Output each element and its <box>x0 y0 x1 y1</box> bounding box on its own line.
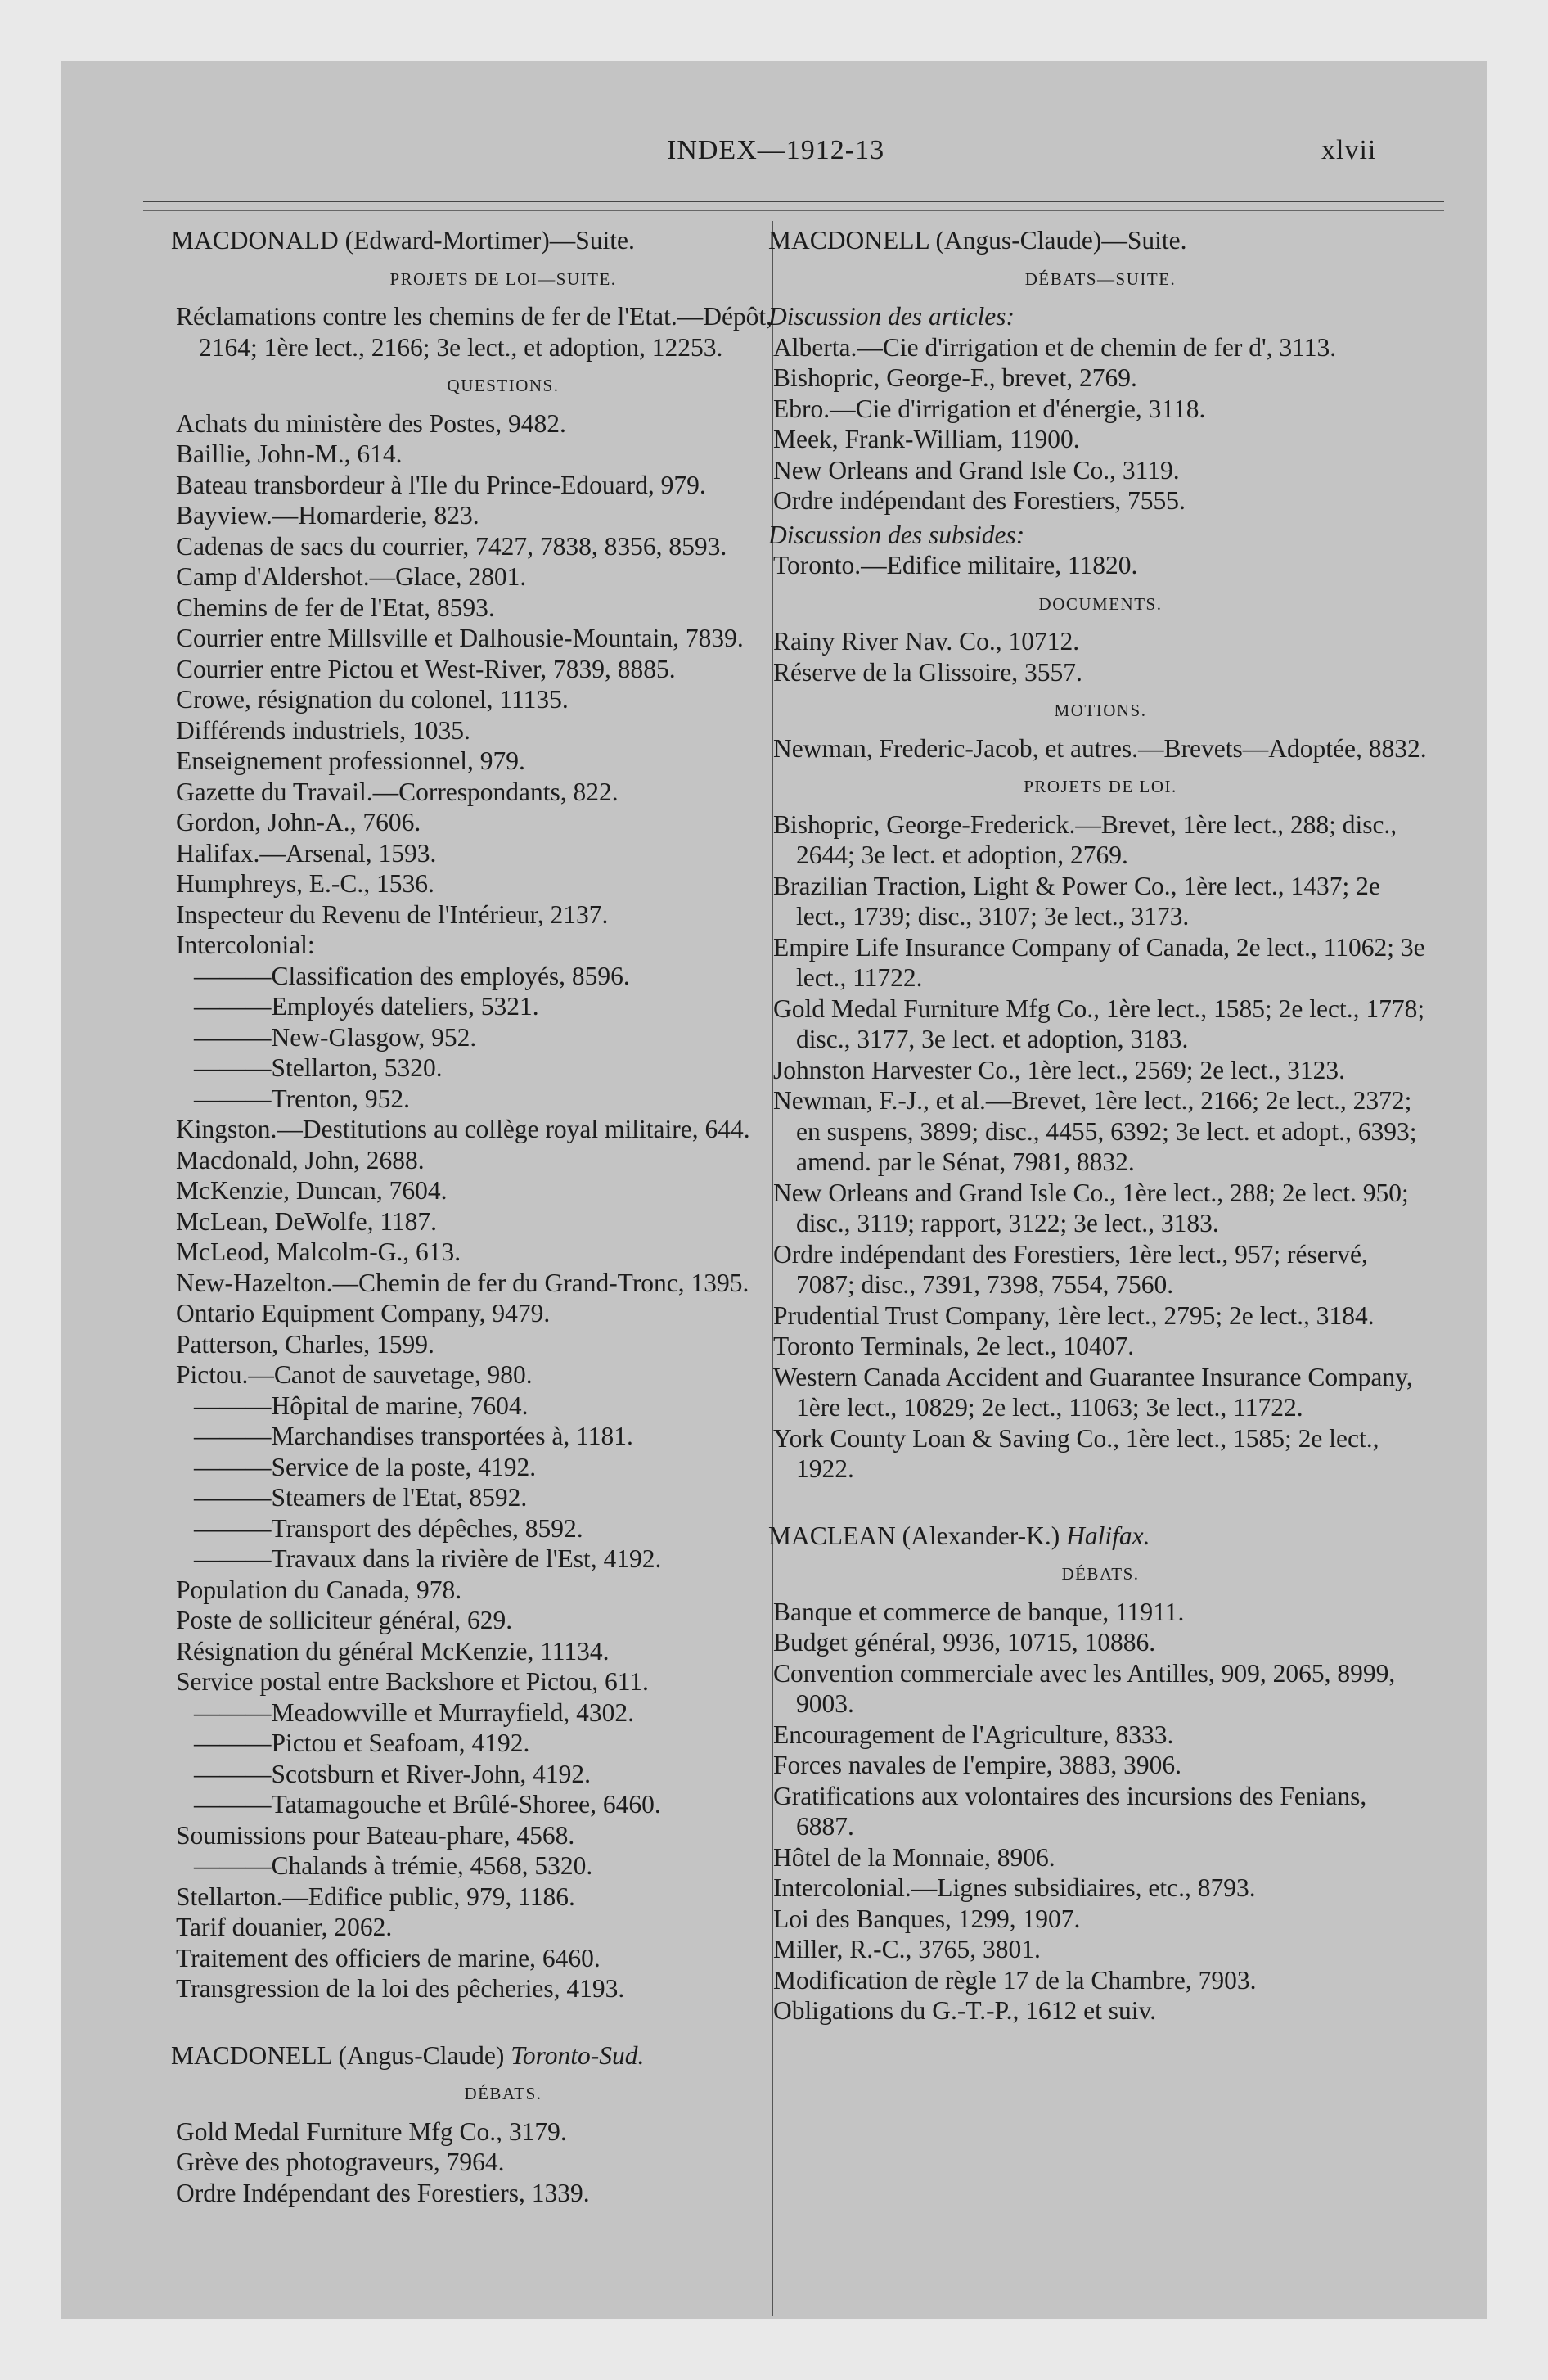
section-label: DÉBATS. <box>464 2084 542 2103</box>
index-entry: ———Hôpital de marine, 7604. <box>194 1391 529 1420</box>
index-entry: Meek, Frank-William, 11900. <box>773 425 1080 453</box>
index-entry: Grève des photograveurs, 7964. <box>176 2148 505 2176</box>
entry-list <box>773 550 1428 581</box>
index-entry: ———Trenton, 952. <box>194 1084 410 1113</box>
index-entry: Modification de règle 17 de la Chambre, 7903. <box>773 1965 1257 1995</box>
index-entry: Service postal entre Backshore et Pictou, 611. <box>176 1667 649 1696</box>
section-label: DÉBATS—SUITE. <box>1024 268 1177 289</box>
index-entry: Différends industriels, 1035. <box>176 715 470 745</box>
index-entry: Stellarton.—Edifice public, 979, 1186. <box>176 1882 575 1911</box>
index-entry: Poste de solliciteur général, 629. <box>176 1606 513 1634</box>
index-entry: Crowe, résignation du colonel, 11135. <box>176 685 569 714</box>
index-entry: Enseignement professionnel, 979. <box>176 746 525 775</box>
index-entry: Résignation du général McKenzie, 11134. <box>176 1636 610 1666</box>
index-entry: Toronto.—Edifice militaire, 11820. <box>773 551 1138 579</box>
index-entry: ———Employés dateliers, 5321. <box>194 992 539 1021</box>
subsection-label: Discussion des subsides: <box>768 520 1025 549</box>
index-entry: ———Steamers de l'Etat, 8592. <box>194 1483 528 1512</box>
section-label: PROJETS DE LOI. <box>1024 777 1177 796</box>
index-entry: Achats du ministère des Postes, 9482. <box>176 408 566 438</box>
index-entry: ———Scotsburn et River-John, 4192. <box>194 1759 591 1788</box>
index-entry: Inspecteur du Revenu de l'Intérieur, 2137. <box>176 899 609 929</box>
index-entry: ———Marchandises transportées à, 1181. <box>194 1422 633 1450</box>
section-label: DOCUMENTS. <box>1038 593 1163 614</box>
heading-text: MACDONELL (Angus-Claude) <box>171 2040 505 2070</box>
section-label: PROJETS DE LOI—SUITE. <box>389 268 617 289</box>
index-entry: Budget général, 9936, 10715, 10886. <box>773 1628 1156 1657</box>
index-entry: Gold Medal Furniture Mfg Co., 1ère lect., 1585; 2e lect., 1778; disc., 3177, 3e lect. et adoption, 3183. <box>773 994 1425 1053</box>
index-entry: Banque et commerce de banque, 11911. <box>773 1597 1185 1626</box>
entry-list <box>176 2116 830 2209</box>
index-entry: Réserve de la Glissoire, 3557. <box>773 657 1082 687</box>
index-entry: Transgression de la loi des pêcheries, 4193. <box>176 1974 625 2003</box>
index-entry: Newman, Frederic-Jacob, et autres.—Brevets—Adoptée, 8832. <box>773 733 1427 763</box>
entry-list <box>176 301 830 363</box>
index-entry: Patterson, Charles, 1599. <box>176 1329 434 1359</box>
index-entry: Ordre indépendant des Forestiers, 7555. <box>773 486 1186 515</box>
heading-text: MACLEAN (Alexander-K.) <box>768 1521 1060 1550</box>
index-entry: ———Service de la poste, 4192. <box>194 1452 537 1481</box>
index-entry: Camp d'Aldershot.—Glace, 2801. <box>176 562 527 591</box>
index-entry: ———Transport des dépêches, 8592. <box>194 1513 583 1543</box>
index-entry: ———Travaux dans la rivière de l'Est, 4192. <box>194 1544 662 1573</box>
header-rule-top <box>143 201 1444 202</box>
index-entry: Traitement des officiers de marine, 6460. <box>176 1943 601 1972</box>
index-entry: Bateau transbordeur à l'Ile du Prince-Edouard, 979. <box>176 470 706 499</box>
index-entry: Intercolonial: <box>176 931 315 959</box>
subsection-label: Discussion des articles: <box>768 302 1015 331</box>
section-label: MOTIONS. <box>1054 701 1147 720</box>
index-entry: ———Classification des employés, 8596. <box>194 961 630 990</box>
index-entry: McLean, DeWolfe, 1187. <box>176 1206 438 1236</box>
index-entry: McLeod, Malcolm-G., 613. <box>176 1237 461 1266</box>
entry-list <box>773 809 1428 1485</box>
entry-list <box>773 1597 1428 2026</box>
heading-place: Halifax. <box>1066 1521 1150 1550</box>
index-entry: Courrier entre Millsville et Dalhousie-Mountain, 7839. <box>176 624 744 652</box>
index-entry: New Orleans and Grand Isle Co., 3119. <box>773 455 1180 485</box>
heading-place: Toronto-Sud. <box>511 2040 645 2070</box>
index-entry: Ontario Equipment Company, 9479. <box>176 1299 551 1327</box>
index-entry: Ebro.—Cie d'irrigation et d'énergie, 3118. <box>773 394 1206 423</box>
index-entry: McKenzie, Duncan, 7604. <box>176 1176 448 1205</box>
index-entry: ———Tatamagouche et Brûlé-Shoree, 6460. <box>194 1790 661 1819</box>
index-entry: Population du Canada, 978. <box>176 1575 462 1604</box>
index-entry: Western Canada Accident and Guarantee Insurance Company, 1ère lect., 10829; 2e lect., 11063; 3e lect., 11722. <box>773 1362 1413 1422</box>
index-entry: Empire Life Insurance Company of Canada, 2e lect., 11062; 3e lect., 11722. <box>773 932 1425 992</box>
index-entry: Réclamations contre les chemins de fer de l'Etat.—Dépôt, 2164; 1ère lect., 2166; 3e lect., et adoption, 12253. <box>176 302 773 362</box>
page-title: INDEX—1912-13 <box>667 135 885 165</box>
page-number: xlvii <box>1321 135 1377 165</box>
index-entry: Loi des Banques, 1299, 1907. <box>773 1904 1081 1933</box>
entry-heading <box>768 225 1428 256</box>
index-entry: Chemins de fer de l'Etat, 8593. <box>176 593 495 622</box>
index-entry: Brazilian Traction, Light & Power Co., 1ère lect., 1437; 2e lect., 1739; disc., 3107; 3e lect., 3173. <box>773 871 1380 931</box>
index-entry: Gordon, John-A., 7606. <box>176 808 421 836</box>
left-column <box>171 225 830 2208</box>
entry-list <box>773 332 1428 516</box>
index-entry: Tarif douanier, 2062. <box>176 1913 393 1941</box>
index-entry: Bayview.—Homarderie, 823. <box>176 501 479 530</box>
index-entry: Miller, R.-C., 3765, 3801. <box>773 1935 1041 1963</box>
index-entry: Humphreys, E.-C., 1536. <box>176 869 434 898</box>
index-entry: York County Loan & Saving Co., 1ère lect., 1585; 2e lect., 1922. <box>773 1423 1379 1483</box>
index-entry: New Orleans and Grand Isle Co., 1ère lect., 288; 2e lect. 950; disc., 3119; rapport, 3122; 3e lect., 3183. <box>773 1178 1409 1237</box>
index-page <box>61 61 1487 2319</box>
index-entry: Pictou.—Canot de sauvetage, 980. <box>176 1360 533 1389</box>
index-entry: Gold Medal Furniture Mfg Co., 3179. <box>176 2116 567 2146</box>
index-entry: Intercolonial.—Lignes subsidiaires, etc., 8793. <box>773 1873 1256 1902</box>
index-entry: Hôtel de la Monnaie, 8906. <box>773 1842 1055 1872</box>
index-entry: Halifax.—Arsenal, 1593. <box>176 838 437 868</box>
index-entry: Convention commerciale avec les Antilles, 909, 2065, 8999, 9003. <box>773 1658 1396 1718</box>
index-entry: Forces navales de l'empire, 3883, 3906. <box>773 1751 1182 1779</box>
right-column <box>768 225 1428 2026</box>
index-entry: Rainy River Nav. Co., 10712. <box>773 627 1080 656</box>
index-entry: Baillie, John-M., 614. <box>176 439 403 468</box>
index-entry: Ordre Indépendant des Forestiers, 1339. <box>176 2178 590 2207</box>
index-entry: ———Stellarton, 5320. <box>194 1053 443 1082</box>
index-entry: New-Hazelton.—Chemin de fer du Grand-Tronc, 1395. <box>176 1268 749 1297</box>
index-entry: ———Meadowville et Murrayfield, 4302. <box>194 1697 635 1727</box>
index-entry: Gazette du Travail.—Correspondants, 822. <box>176 777 619 806</box>
index-entry: Kingston.—Destitutions au collège royal militaire, 644. <box>176 1115 750 1143</box>
entry-list <box>773 733 1428 764</box>
index-entry: Courrier entre Pictou et West-River, 7839, 8885. <box>176 654 676 683</box>
index-entry: Bishopric, George-F., brevet, 2769. <box>773 363 1137 392</box>
index-entry: Johnston Harvester Co., 1ère lect., 2569; 2e lect., 3123. <box>773 1055 1345 1084</box>
index-entry: Toronto Terminals, 2e lect., 10407. <box>773 1332 1135 1360</box>
entry-heading <box>768 1521 1428 1552</box>
section-label: DÉBATS. <box>1061 1564 1140 1584</box>
header-rule-bottom <box>143 210 1444 211</box>
index-entry: ———New-Glasgow, 952. <box>194 1022 477 1052</box>
index-entry: Newman, F.-J., et al.—Brevet, 1ère lect., 2166; 2e lect., 2372; en suspens, 3899; disc., 4455, 6392; 3e lect. et adopt., 6393; amend. par le Sénat, 7981, 8832. <box>773 1086 1417 1176</box>
index-entry: Encouragement de l'Agriculture, 8333. <box>773 1720 1174 1749</box>
index-entry: Cadenas de sacs du courrier, 7427, 7838, 8356, 8593. <box>176 531 727 561</box>
index-entry: ———Chalands à trémie, 4568, 5320. <box>194 1851 593 1880</box>
index-entry: Bishopric, George-Frederick.—Brevet, 1ère lect., 288; disc., 2644; 3e lect. et adoption, 2769. <box>773 809 1397 869</box>
entry-heading <box>171 225 830 256</box>
index-entry: Prudential Trust Company, 1ère lect., 2795; 2e lect., 3184. <box>773 1300 1375 1330</box>
index-entry: Ordre indépendant des Forestiers, 1ère lect., 957; réservé, 7087; disc., 7391, 7398, 7554, 7560. <box>773 1239 1368 1299</box>
heading-text: MACDONELL (Angus-Claude)—Suite. <box>768 226 1187 255</box>
heading-text: MACDONALD (Edward-Mortimer)—Suite. <box>171 226 635 255</box>
index-entry: Obligations du G.-T.-P., 1612 et suiv. <box>773 1996 1157 2025</box>
index-entry: Macdonald, John, 2688. <box>176 1145 425 1174</box>
entry-heading <box>171 2040 830 2071</box>
entry-list <box>773 626 1428 687</box>
index-entry: ———Pictou et Seafoam, 4192. <box>194 1729 530 1757</box>
index-entry: Gratifications aux volontaires des incursions des Fenians, 6887. <box>773 1781 1367 1841</box>
entry-list <box>176 408 830 2004</box>
index-entry: Soumissions pour Bateau-phare, 4568. <box>176 1820 575 1850</box>
section-label: QUESTIONS. <box>447 376 560 395</box>
index-entry: Alberta.—Cie d'irrigation et de chemin de fer d', 3113. <box>773 332 1337 362</box>
